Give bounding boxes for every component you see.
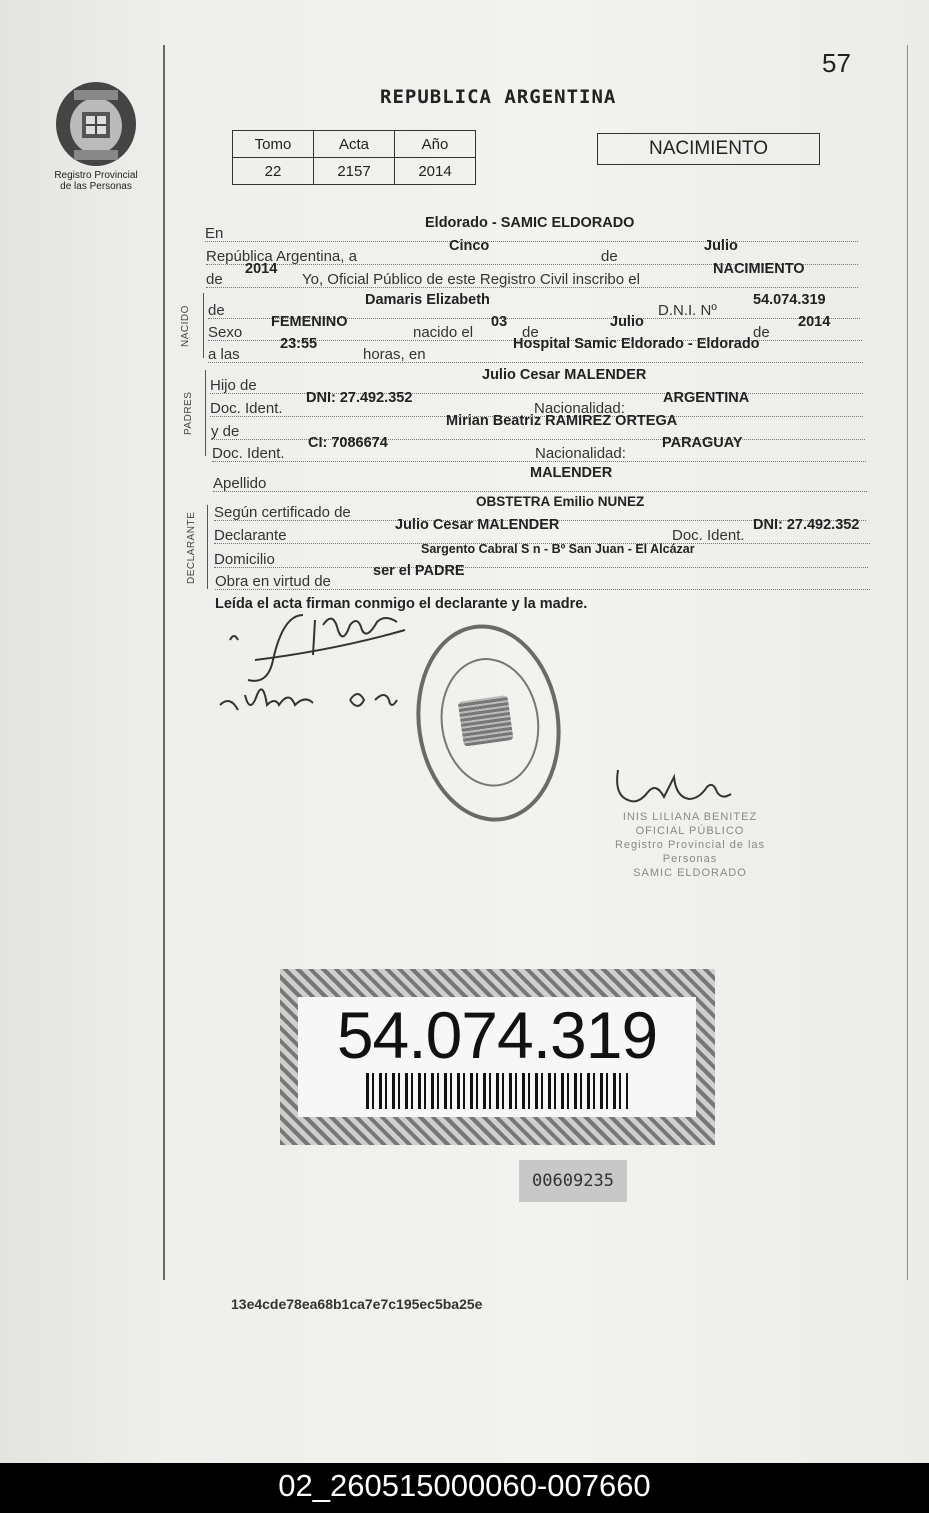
obra-label: Obra en virtud de: [215, 573, 331, 590]
official-office: SAMIC ELDORADO: [633, 867, 747, 879]
section-nacido: NACIDO: [180, 305, 191, 347]
apellido-label: Apellido: [213, 475, 267, 492]
row-decl: [214, 517, 870, 544]
yde-value: Mirian Beatriz RAMIREZ ORTEGA: [446, 413, 678, 429]
row-alas: [208, 336, 863, 363]
section-padres: PADRES: [183, 391, 194, 435]
registry-value-tomo: 22: [233, 158, 314, 185]
official-name: INIS LILIANA BENITEZ: [622, 811, 758, 823]
barcode-number: 54.074.319: [336, 998, 658, 1072]
barcode-bars: [366, 1073, 628, 1109]
decl-value: Julio Cesar MALENDER: [395, 517, 560, 533]
official-signature: [610, 760, 750, 815]
yo-value: NACIMIENTO: [713, 261, 805, 277]
en-value: Eldorado - SAMIC ELDORADO: [425, 215, 635, 231]
hijo-label: Hijo de: [210, 377, 257, 394]
section-declarante-bracket: [207, 505, 208, 589]
nacido-de2-label: de: [753, 324, 770, 341]
nacido-de-label: de: [522, 324, 539, 341]
official-stamp-text: [590, 810, 790, 880]
nac1-value: ARGENTINA: [663, 390, 750, 406]
doc1-label: Doc. Ident.: [210, 400, 283, 417]
dom-value: Sargento Cabral S n - Bº San Juan - El Alcázar: [421, 542, 695, 556]
nac1-label: Nacionalidad:: [534, 400, 625, 417]
section-padres-bracket: [205, 370, 206, 456]
registry-table: [232, 130, 476, 185]
dom-label: Domicilio: [214, 551, 275, 568]
logo-caption-line2: de las Personas: [60, 181, 132, 192]
left-margin-rule: [163, 45, 165, 1280]
registry-value-row: [233, 158, 476, 185]
section-declarante: DECLARANTE: [186, 511, 197, 584]
en-label: En: [205, 225, 224, 242]
dni-value: 54.074.319: [753, 292, 826, 308]
republica-de-label: de: [601, 248, 618, 265]
hijo-value: Julio Cesar MALENDER: [482, 367, 647, 383]
registry-header-anio: Año: [395, 131, 476, 158]
row-doc2: [212, 435, 866, 462]
sexo-value: FEMENINO: [271, 314, 348, 330]
act-type-box: NACIMIENTO: [597, 133, 820, 165]
yde-label: y de: [211, 423, 240, 440]
apellido-value: MALENDER: [530, 465, 613, 481]
barcode-label: [280, 969, 715, 1145]
decl-doc-label: Doc. Ident.: [672, 527, 745, 544]
yo-label: Yo, Oficial Público de este Registro Civil inscribo el: [302, 271, 640, 288]
row-obra: [215, 563, 870, 590]
logo-caption: [40, 170, 152, 192]
registry-seal-logo: [52, 80, 140, 168]
doc1-value: DNI: 27.492.352: [306, 390, 413, 406]
document-title: REPUBLICA ARGENTINA: [380, 86, 617, 108]
nacido-month: Julio: [610, 314, 644, 330]
nac2-value: PARAGUAY: [662, 435, 743, 451]
sexo-label: Sexo: [208, 324, 243, 341]
nac-de-value: Damaris Elizabeth: [365, 292, 490, 308]
doc2-value: CI: 7086674: [308, 435, 388, 451]
scan-footer-id: 02_260515000060-007660: [0, 1463, 929, 1513]
republica-value: Cinco: [449, 238, 490, 254]
row-dom: [214, 542, 868, 568]
logo-caption-line1: Registro Provincial: [54, 170, 138, 181]
cert-label: Según certificado de: [214, 504, 351, 521]
dni-label: D.N.I. Nº: [658, 302, 717, 319]
republica-label: República Argentina, a: [206, 248, 357, 265]
nacido-label: nacido el: [413, 324, 474, 341]
registry-value-acta: 2157: [314, 158, 395, 185]
nacido-day: 03: [491, 314, 508, 330]
year-value: 2014: [245, 261, 278, 277]
nac-de-label: de: [208, 302, 225, 319]
alas-label: a las: [208, 346, 240, 363]
republica-de-value: Julio: [704, 238, 738, 254]
registry-value-anio: 2014: [395, 158, 476, 185]
row-apellido: [213, 465, 867, 492]
year-label: de: [206, 271, 223, 288]
decl-label: Declarante: [214, 527, 287, 544]
nac2-label: Nacionalidad:: [535, 445, 626, 462]
document-hash: 13e4cde78ea68b1ca7e7c195ec5ba25e: [231, 1296, 483, 1312]
horas-value: Hospital Samic Eldorado - Eldorado: [513, 336, 760, 352]
obra-value: ser el PADRE: [373, 563, 465, 579]
cert-value: OBSTETRA Emilio NUNEZ: [476, 494, 645, 509]
registry-header-tomo: Tomo: [233, 131, 314, 158]
row-year: [206, 261, 858, 288]
serial-number-label: 00609235: [519, 1160, 627, 1202]
official-registry: Registro Provincial de las Personas: [614, 839, 766, 865]
section-nacido-bracket: [203, 293, 204, 358]
doc2-label: Doc. Ident.: [212, 445, 285, 462]
seal-shield-icon: [458, 695, 514, 747]
decl-doc-value: DNI: 27.492.352: [753, 517, 860, 533]
official-title: OFICIAL PÚBLICO: [635, 825, 745, 837]
nacido-year: 2014: [798, 314, 831, 330]
registry-header-acta: Acta: [314, 131, 395, 158]
barcode-inner: [298, 997, 696, 1117]
horas-label: horas, en: [363, 346, 426, 363]
page-number: 57: [822, 48, 851, 78]
read-note: Leída el acta firman conmigo el declarante y la madre.: [215, 596, 588, 612]
registry-header-row: [233, 131, 476, 158]
right-margin-rule: [907, 45, 908, 1280]
alas-value: 23:55: [280, 336, 318, 352]
row-en: [205, 215, 858, 242]
